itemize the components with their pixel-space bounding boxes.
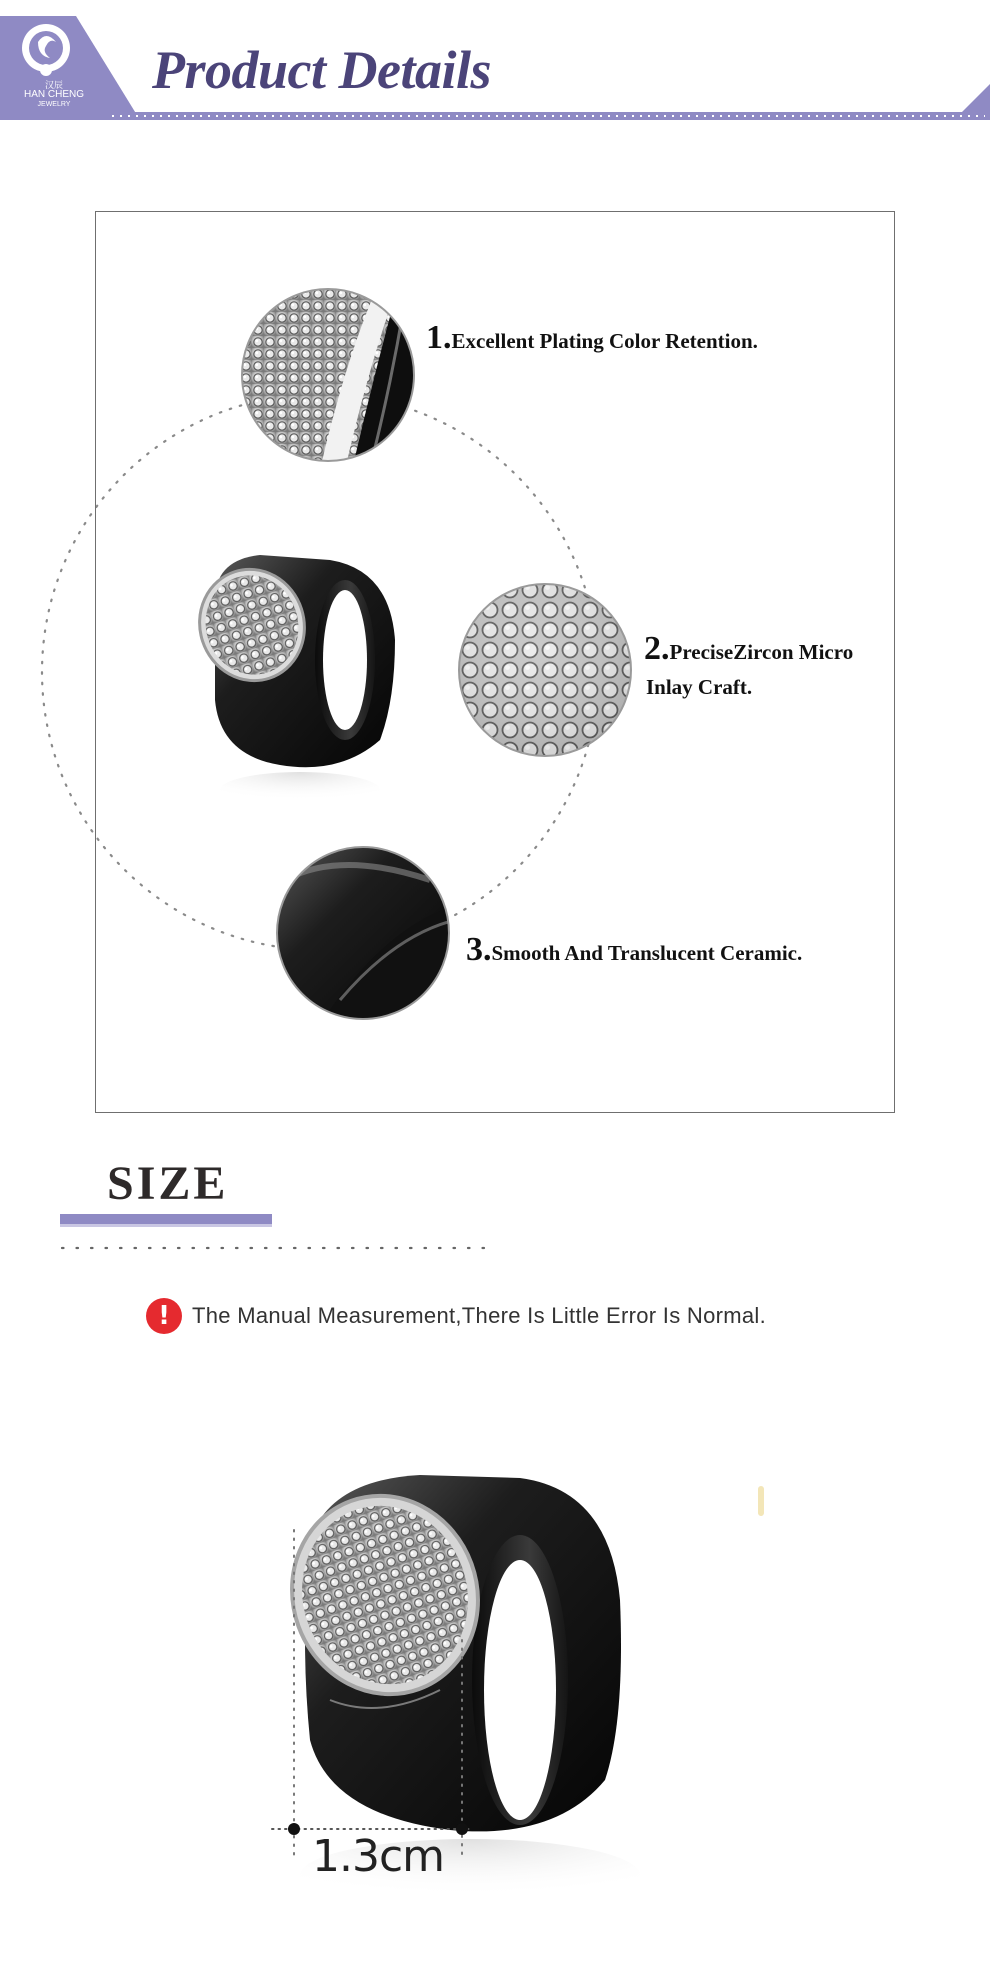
feature-ceramic [466,930,802,976]
feature-text-line2: Inlay Craft. [646,675,753,699]
decor-mark [758,1486,764,1516]
feature-text: Excellent Plating Color Retention. [451,329,758,353]
feature-text: PreciseZircon Micro [669,640,854,664]
feature-number: 3. [466,931,492,968]
page-title: Product Details [152,40,491,100]
feature-text: Smooth And Translucent Ceramic. [491,941,803,965]
feature-number: 1. [426,319,452,356]
feature-plating [426,318,758,364]
header-banner [0,16,990,120]
size-heading: SIZE [107,1157,229,1210]
notice-text: The Manual Measurement,There Is Little Error Is Normal. [192,1303,767,1328]
measure-dot-left-icon [288,1823,300,1835]
measurement-notice [146,1297,766,1335]
exclamation-icon: ! [146,1298,182,1334]
measure-dot-right-icon [456,1823,468,1835]
size-underline [60,1214,272,1224]
measurement-label: 1.3cm [312,1831,445,1882]
brand-tagline: JEWELRY [37,101,71,108]
size-underline-light [60,1224,272,1227]
brand-name: HAN CHENG [23,89,84,100]
feature-zircon [644,630,854,706]
brand-name-cn: 汉辰 [44,80,63,90]
feature-number: 2. [644,630,670,667]
